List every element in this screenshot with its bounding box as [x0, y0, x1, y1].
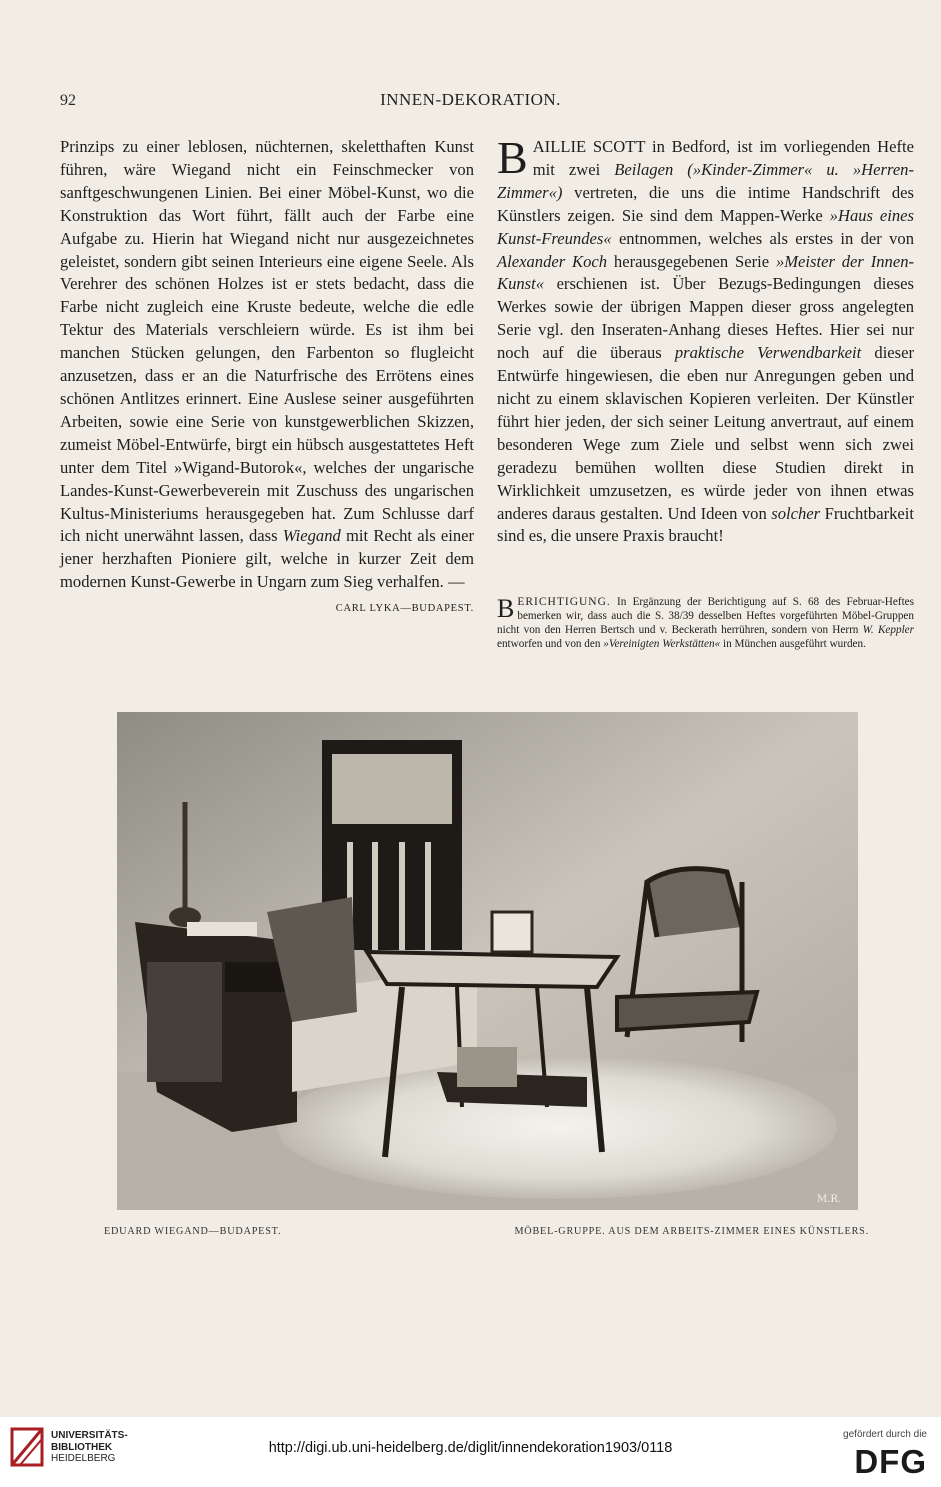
right-text-4: herausgegebenen Serie	[613, 251, 770, 271]
caption-designer: EDUARD WIEGAND—BUDAPEST.	[104, 1226, 282, 1237]
left-paragraph	[60, 136, 475, 615]
photo-illustration	[117, 712, 858, 1210]
library-line-1: UNIVERSITÄTS-	[51, 1430, 128, 1441]
correction-note	[497, 596, 914, 652]
right-italic-2: »Haus eines Kunst-Freundes«	[497, 205, 914, 248]
right-text-1: AILLIE SCOTT in Bedford, ist im vorliegenden Hefte mit zwei	[532, 137, 914, 179]
funded-by-label: gefördert durch die	[843, 1429, 927, 1440]
library-line-2: BIBLIOTHEK	[51, 1441, 113, 1453]
left-text: Prinzips zu einer leblosen, nüchternen, skeletthaften Kunst führen, wäre Wiegand nicht ein Feinschmecker von sanftgeschwungenen Linien. Bei einer Möbel-Kunst, wo die Konstruktion das Wort führt, fällt auch der Farbe eine Aufgabe zu. Hierin hat Wiegand nicht nur ausgezeichnetes geleistet, sondern gibt seinen Interieurs eine eigene Seele. Als Verehrer des schönen Holzes ist er stets bedacht, dass die Farbe nicht zugleich eine Kruste bedeute, welche die edle Tektur des Materials verschleiern würde. Es ist ihm bei manchen Stücken gelungen, den Farbenton so flugleicht anzusetzen, dass er an die Naturfrische des Errötens eines schönen Antlitzes erinnert. Eine Auslese seiner ausgeführten Arbeiten, sowie eine Serie von kunstgewerblichen Skizzen, zumeist Möbel-Entwürfe, birgt ein hübsch ausgestattetes Heft unter dem Titel »Wigand-Butorok«, welches der ungarische Landes-Kunst-Gewerbeverein mit Zuschuss des ungarischen Kultus-Ministeriums herausgegeben hat. Zum Schlusse darf ich nicht unerwähnt lassen, dass	[60, 137, 474, 546]
photo-monogram: M.R.	[817, 1194, 842, 1205]
right-text-6: dieser Entwürfe hingewiesen, die eben nur Anregungen geben und nicht zu einem sklavischen Kopieren verleiten. Der Künstler führt hier jeden, der sich seiner Leitung anvertraut, auf einem besonderen Wege zum Ziele und selbst wenn sich zwei geradezu bemühen wollten diese Studien direkt in Wirklichkeit umzusetzen, es würde jeder von ihnen etwas anderes daraus gestalten. Und Ideen von	[497, 343, 915, 523]
right-text-2: vertreten, die uns die intime Handschrift des Künstlers zeigen. Sie sind dem Mappen-Werke	[497, 182, 914, 225]
left-column	[60, 136, 474, 621]
author-signature: CARL LYKA—BUDAPEST.	[335, 603, 474, 615]
correction-lead: ERICHTIGUNG.	[517, 596, 611, 608]
permalink-url[interactable]: http://digi.ub.uni-heidelberg.de/diglit/innendekoration1903/0118	[268, 1440, 673, 1456]
correction-italic-1: W. Keppler	[862, 623, 914, 636]
correction-text-2: entworfen und von den	[497, 637, 601, 650]
right-italic-1: Beilagen (»Kinder-Zimmer« u. »Herren-Zimmer«)	[497, 159, 915, 202]
right-italic-6: solcher	[771, 503, 821, 523]
left-text-end: mit Recht als einer jener herzhaften Pioniere gilt, welche in kurzer Zeit dem modernen Kunst-Gewerbe in Ungarn zum Sieg verhalfen. —	[60, 526, 475, 592]
library-line-3: HEIDELBERG	[51, 1453, 116, 1464]
page-number: 92	[60, 92, 76, 109]
dfg-logo[interactable]: DFG	[854, 1443, 927, 1480]
right-paragraph	[497, 132, 915, 548]
right-italic-3: Alexander Koch	[497, 251, 608, 271]
right-text-5: erschienen ist. Über Bezugs-Bedingungen dieses Werkes sowie der übrigen Mappen dieser gross angelegten Serie vgl. den Inseraten-Anhang dieses Heftes. Hier sei nur noch auf die überaus	[497, 274, 915, 363]
right-text-3: entnommen, welches als erstes in der von	[618, 228, 914, 248]
drop-cap: B	[497, 132, 528, 183]
caption-title: MÖBEL-GRUPPE. AUS DEM ARBEITS-ZIMMER EINES KÜNSTLERS.	[514, 1226, 869, 1237]
right-italic-5: praktische Verwendbarkeit	[674, 343, 862, 363]
running-title: INNEN-DEKORATION.	[380, 90, 561, 109]
right-column	[497, 132, 915, 548]
right-italic-4: »Meister der Innen-Kunst«	[497, 251, 915, 294]
right-text-7: Fruchtbarkeit sind es, die unsere Praxis braucht!	[497, 503, 915, 546]
correction-text-1: In Ergänzung der Berichtigung auf S. 68 des Februar-Heftes bemerken wir, dass auch die S. 38/39 desselben Heftes vorgeführten Möbel-Gruppen nicht von den Herren Bertsch und v. Beckerath herrühren, sondern von Herrn	[497, 596, 915, 636]
correction-text-3: in München ausgeführt wurden.	[723, 637, 866, 650]
italic-name: Wiegand	[282, 526, 341, 546]
furniture-photograph	[117, 712, 858, 1210]
correction-drop-cap: B	[497, 594, 515, 623]
correction-italic-2: »Vereinigten Werkstätten«	[603, 637, 721, 650]
